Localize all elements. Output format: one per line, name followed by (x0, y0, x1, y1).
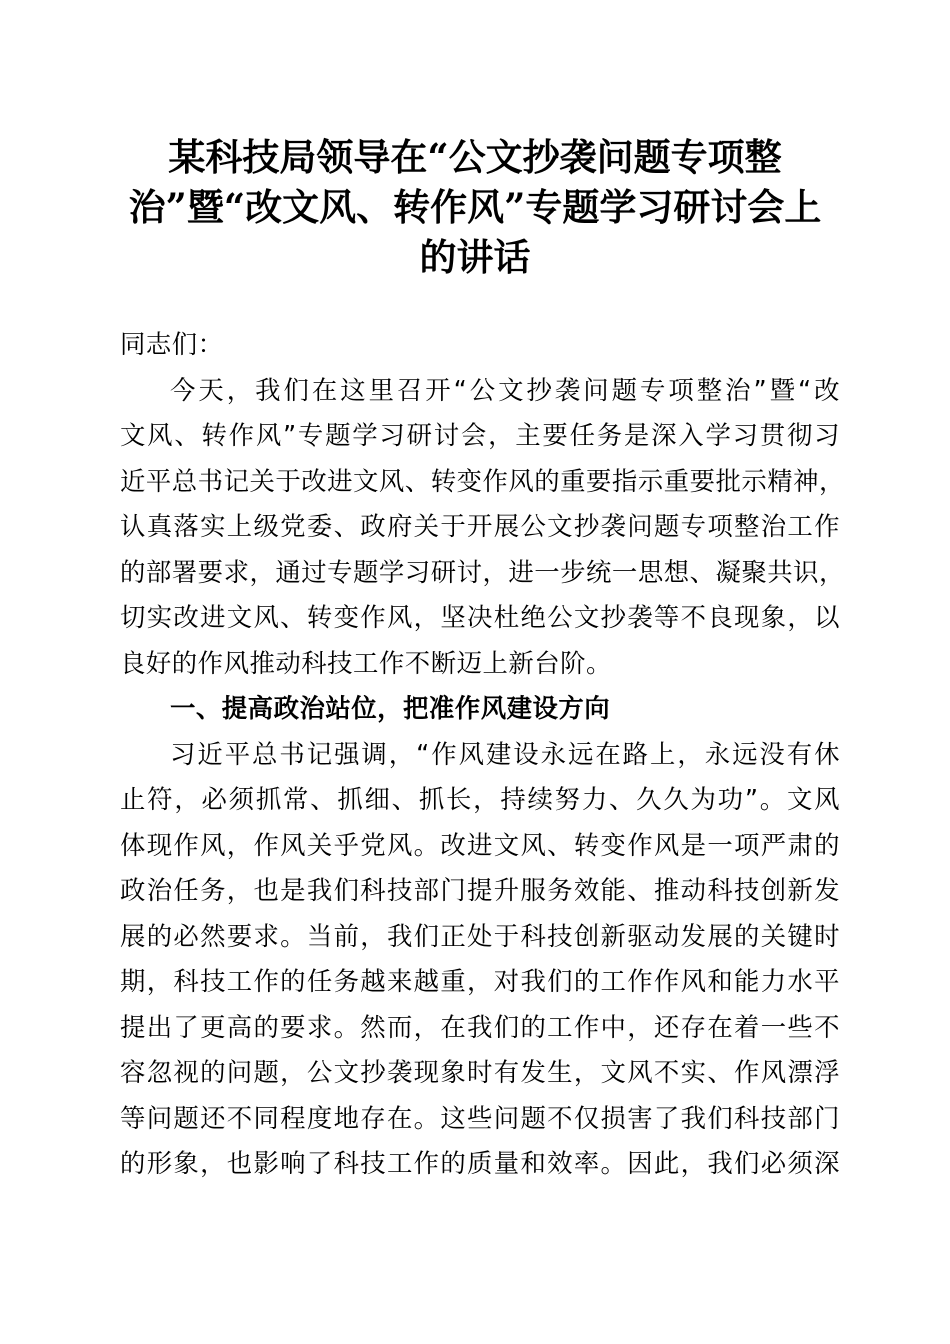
document-title (110, 132, 840, 282)
paragraph-section-1 (120, 732, 840, 1187)
paragraph-line: 习近平总书记强调，“作风建设永远在路上，永远没有休 (170, 738, 840, 769)
section-heading: 一、提高政治站位，把准作风建设方向 (170, 693, 611, 723)
paragraph-line: 提出了更高的要求。然而，在我们的工作中，还存在着一些不 (120, 1011, 840, 1042)
paragraph-line: 体现作风，作风关乎党风。改进文风、转变作风是一项严肃的 (120, 829, 840, 860)
paragraph-line: 切实改进文风、转变作风，坚决杜绝公文抄袭等不良现象，以 (120, 602, 840, 632)
paragraph-line: 止符，必须抓常、抓细、抓长，持续努力、久久为功”。文风 (120, 784, 840, 814)
paragraph-line: 展的必然要求。当前，我们正处于科技创新驱动发展的关键时 (120, 920, 840, 951)
title-line: 的讲话 (419, 235, 531, 279)
paragraph-line: 容忽视的问题，公文抄袭现象时有发生，文风不实、作风漂浮 (120, 1057, 840, 1087)
paragraph-intro (120, 368, 845, 687)
paragraph-line: 期，科技工作的任务越来越重，对我们的工作作风和能力水平 (120, 966, 840, 996)
paragraph-line: 文风、转作风”专题学习研讨会，主要任务是深入学习贯彻习 (120, 420, 840, 450)
paragraph-line: 认真落实上级党委、政府关于开展公文抄袭问题专项整治工作 (120, 511, 840, 541)
title-line: 治”暨“改文风、转作风”专题学习研讨会上 (128, 185, 822, 229)
paragraph-line: 等问题还不同程度地存在。这些问题不仅损害了我们科技部门 (120, 1102, 840, 1133)
paragraph-line: 的部署要求，通过专题学习研讨，进一步统一思想、凝聚共识， (120, 556, 845, 587)
paragraph-line: 近平总书记关于改进文风、转变作风的重要指示重要批示精神， (120, 465, 845, 496)
paragraph-line: 的形象，也影响了科技工作的质量和效率。因此，我们必须深 (120, 1148, 840, 1178)
document-body (120, 322, 845, 1187)
title-line: 某科技局领导在“公文抄袭问题专项整 (168, 135, 782, 179)
paragraph-line: 政治任务，也是我们科技部门提升服务效能、推动科技创新发 (120, 875, 840, 905)
paragraph-line: 良好的作风推动科技工作不断迈上新台阶。 (120, 647, 612, 678)
salutation: 同志们： (120, 329, 224, 359)
paragraph-line: 今天，我们在这里召开“公文抄袭问题专项整治”暨“改 (170, 374, 840, 405)
